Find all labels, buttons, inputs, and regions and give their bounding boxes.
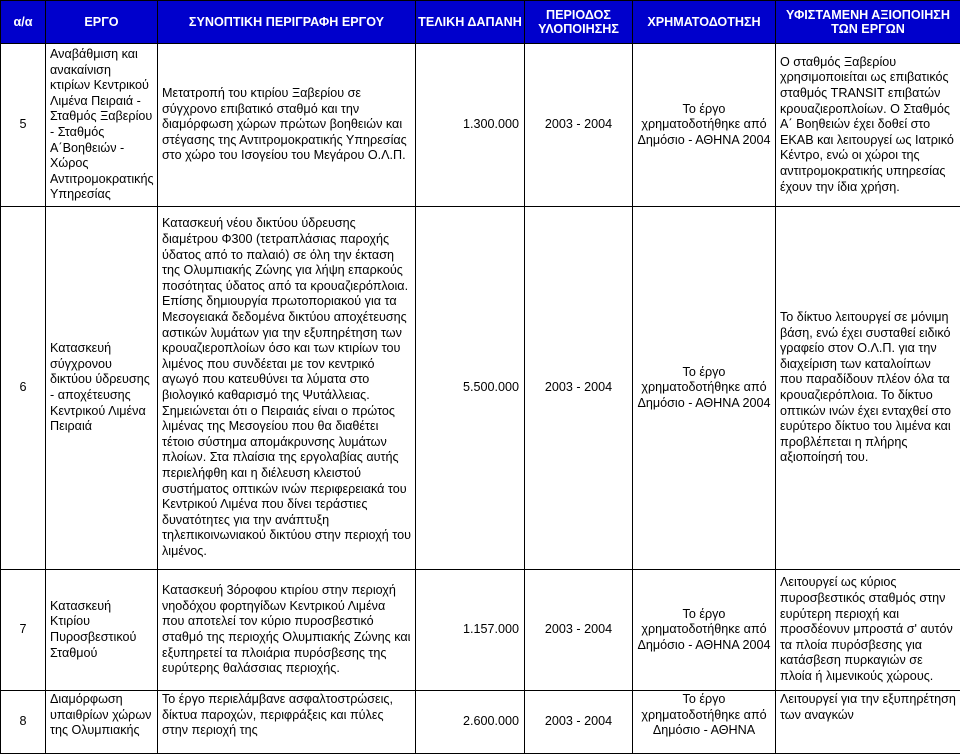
header-description: ΣΥΝΟΠΤΙΚΗ ΠΕΡΙΓΡΑΦΗ ΕΡΓΟΥ bbox=[158, 1, 416, 44]
header-row bbox=[1, 1, 960, 44]
row-number: 5 bbox=[1, 44, 46, 207]
header-project: ΕΡΓΟ bbox=[46, 1, 158, 44]
table-row bbox=[1, 570, 960, 691]
header-funding: ΧΡΗΜΑΤΟΔΟΤΗΣΗ bbox=[633, 1, 776, 44]
final-cost: 1.300.000 bbox=[416, 44, 525, 207]
implementation-period: 2003 - 2004 bbox=[525, 207, 633, 570]
current-usage: Το δίκτυο λειτουργεί σε μόνιμη βάση, ενώ έχει συσταθεί ειδικό γραφείο στον Ο.Λ.Π. για την διαχείριση των καταλοίπων που παραδίδουν πλέον όλα τα κρουαζιερόπλοια. Το δίκτυο οπτικών ινών έχει ενταχθεί στο ευρύτερο δίκτυο του λιμένα και προβλέπεται η πλήρης αξιοποίησή του. bbox=[776, 207, 960, 570]
project-description: Μετατροπή του κτιρίου Ξαβερίου σε σύγχρονο επιβατικό σταθμό και την διαμόρφωση χώρων πρώτων βοηθειών και στέγασης της Αντιτρομοκρατικής Υπηρεσίας στο χώρο του Ισογείου του Μεγάρου Ο.Λ.Π. bbox=[158, 44, 416, 207]
project-name: Διαμόρφωση υπαιθρίων χώρων της Ολυμπιακής bbox=[46, 691, 158, 754]
header-cost: ΤΕΛΙΚΗ ΔΑΠΑΝΗ bbox=[416, 1, 525, 44]
final-cost: 2.600.000 bbox=[416, 691, 525, 754]
project-name: Αναβάθμιση και ανακαίνιση κτιρίων Κεντρικού Λιμένα Πειραιά - Σταθμός Ξαβερίου - Σταθμός Α΄Βοηθειών - Χώρος Αντιτρομοκρατικής Υπηρεσίας bbox=[46, 44, 158, 207]
row-number: 7 bbox=[1, 570, 46, 691]
project-description: Κατασκευή νέου δικτύου ύδρευσης διαμέτρου Φ300 (τετραπλάσιας παροχής ύδατος από το παλαιό) σε όλη την έκταση της Ολυμπιακής Ζώνης για λήψη επαρκούς ποσότητας ύδατος από τα κρουαζιερόπλοια. Επίσης δημιουργία πρωτοποριακού για τα Μεσογειακά δεδομένα δικτύου αποχέτευσης αστικών λυμάτων για την εξυπηρέτηση των κρουαζιεροπλοίων όσο και των κτιρίων του λιμένος που συνδέεται με τον κεντρικό αγωγό που κατευθύνει τα λύματα στο βιολογικό καθαρισμό της Ψυτάλλειας. Σημειώνεται ότι ο Πειραιάς είναι ο πρώτος λιμένας της Μεσογείου που θα διαθέτει τέτοιο σύστημα απομάκρυνσης λυμάτων πλοίων. Στα πλαίσια της εργολαβίας αυτής περιελήφθη και η διέλευση κλειστού συστήματος οπτικών ινών περιφερειακά του Κεντρικού Λιμένα που δίνει τεράστιες δυνατότητες για την ανάπτυξη τηλεπικοινωνιακού δικτύου στην περιοχή του λιμένος. bbox=[158, 207, 416, 570]
project-name: Κατασκευή σύγχρονου δικτύου ύδρευσης - αποχέτευσης Κεντρικού Λιμένα Πειραιά bbox=[46, 207, 158, 570]
funding-source: Το έργο χρηματοδοτήθηκε από Δημόσιο - ΑΘΗΝΑ bbox=[633, 691, 776, 754]
project-description: Το έργο περιελάμβανε ασφαλτοστρώσεις, δίκτυα παροχών, περιφράξεις και πύλες στην περιοχή της bbox=[158, 691, 416, 754]
header-num: α/α bbox=[1, 1, 46, 44]
table-row bbox=[1, 44, 960, 207]
funding-source: Το έργο χρηματοδοτήθηκε από Δημόσιο - ΑΘΗΝΑ 2004 bbox=[633, 44, 776, 207]
row-number: 6 bbox=[1, 207, 46, 570]
current-usage: Λειτουργεί για την εξυπηρέτηση των αναγκών bbox=[776, 691, 960, 754]
current-usage: Λειτουργεί ως κύριος πυροσβεστικός σταθμός στην ευρύτερη περιοχή και προσδέονυν μπροστά σ' αυτόν τα πλοία πυρόσβεσης για κατάσβεση πυρκαγιών σε πλοία ή λιμενικούς χώρους. bbox=[776, 570, 960, 691]
funding-source: Το έργο χρηματοδοτήθηκε από Δημόσιο - ΑΘΗΝΑ 2004 bbox=[633, 207, 776, 570]
implementation-period: 2003 - 2004 bbox=[525, 691, 633, 754]
header-period: ΠΕΡΙΟΔΟΣ ΥΛΟΠΟΙΗΣΗΣ bbox=[525, 1, 633, 44]
project-name: Κατασκευή Κτιρίου Πυροσβεστικού Σταθμού bbox=[46, 570, 158, 691]
funding-source: Το έργο χρηματοδοτήθηκε από Δημόσιο - ΑΘΗΝΑ 2004 bbox=[633, 570, 776, 691]
row-number: 8 bbox=[1, 691, 46, 754]
final-cost: 5.500.000 bbox=[416, 207, 525, 570]
current-usage: Ο σταθμός Ξαβερίου χρησιμοποιείται ως επιβατικός σταθμός TRANSIT επιβατών κρουαζιεροπλοίων. Ο Σταθμός Α΄ Βοηθειών έχει δοθεί στο ΕΚΑΒ και λειτουργεί ως Ιατρικό Κέντρο, ενώ οι χώροι της αντιτρομοκρατικής υπηρεσίας έχουν την ίδια χρήση. bbox=[776, 44, 960, 207]
table-row bbox=[1, 691, 960, 754]
implementation-period: 2003 - 2004 bbox=[525, 44, 633, 207]
header-usage: ΥΦΙΣΤΑΜΕΝΗ ΑΞΙΟΠΟΙΗΣΗ ΤΩΝ ΕΡΓΩΝ bbox=[776, 1, 960, 44]
implementation-period: 2003 - 2004 bbox=[525, 570, 633, 691]
project-description: Κατασκευή 3όροφου κτιρίου στην περιοχή νηοδόχου φορτηγίδων Κεντρικού Λιμένα που αποτελεί τον κύριο πυροσβεστικό σταθμό της περιοχής Ολυμπιακής Ζώνης και εξυπηρετεί τα πλοιάρια πυρόσβεσης της ευρύτερης θαλάσσιας περιοχής. bbox=[158, 570, 416, 691]
table-row bbox=[1, 207, 960, 570]
final-cost: 1.157.000 bbox=[416, 570, 525, 691]
